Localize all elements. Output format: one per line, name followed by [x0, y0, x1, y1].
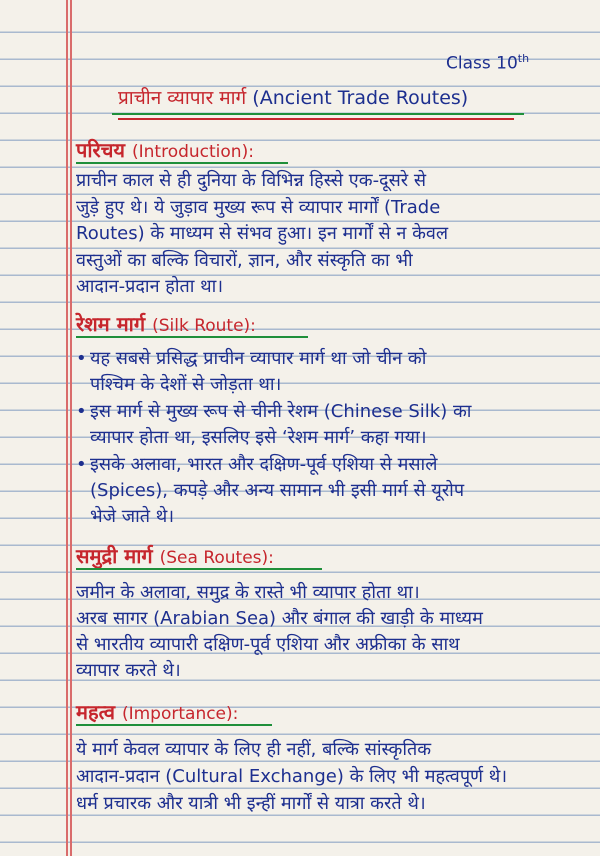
importance-heading: महत्व (Importance):	[76, 700, 239, 724]
title-hindi: प्राचीन व्यापार मार्ग	[118, 87, 247, 109]
sea-line: व्यापार करते थे।	[76, 660, 181, 681]
sea-line: जमीन के अलावा, समुद्र के रास्ते भी व्यापार होता था।	[76, 582, 420, 603]
importance-line: ये मार्ग केवल व्यापार के लिए ही नहीं, बल्कि सांस्कृतिक	[76, 739, 432, 760]
importance-line: आदान-प्रदान (Cultural Exchange) के लिए भी महत्वपूर्ण थे।	[76, 766, 508, 787]
heading-underline	[76, 162, 288, 164]
intro-line: जुड़े हुए थे। ये जुड़ाव मुख्य रूप से व्यापार मार्गों (Trade	[76, 197, 441, 218]
sea-line: से भारतीय व्यापारी दक्षिण-पूर्व एशिया और अफ्रीका के साथ	[76, 634, 460, 655]
silk-line: व्यापार होता था, इसलिए इसे ‘रेशम मार्ग’ कहा गया।	[90, 427, 427, 448]
silk-line: पश्चिम के देशों से जोड़ता था।	[90, 374, 282, 395]
page-title	[118, 84, 468, 110]
intro-line: Routes) के माध्यम से संभव हुआ। इन मार्गों से न केवल	[76, 223, 449, 244]
silk-line: • इस मार्ग से मुख्य रूप से चीनी रेशम (Chinese Silk) का	[76, 401, 472, 422]
heading-underline	[76, 724, 272, 726]
importance-line: धर्म प्रचारक और यात्री भी इन्हीं मार्गों से यात्रा करते थे।	[76, 793, 426, 814]
silk-heading: रेशम मार्ग (Silk Route):	[76, 312, 256, 336]
silk-line: • इसके अलावा, भारत और दक्षिण-पूर्व एशिया से मसाले	[76, 454, 438, 475]
class-label: Class 10th	[446, 52, 530, 74]
title-underline	[118, 118, 514, 120]
margin-line	[66, 0, 68, 856]
intro-line: आदान-प्रदान होता था।	[76, 276, 224, 297]
silk-line: (Spices), कपड़े और अन्य सामान भी इसी मार्ग से यूरोप	[90, 480, 465, 501]
title-underline	[112, 113, 524, 115]
intro-line: प्राचीन काल से ही दुनिया के विभिन्न हिस्से एक-दूसरे से	[76, 170, 427, 191]
sea-heading: समुद्री मार्ग (Sea Routes):	[76, 544, 274, 568]
intro-line: वस्तुओं का बल्कि विचारों, ज्ञान, और संस्कृति का भी	[76, 250, 413, 271]
title-english: (Ancient Trade Routes)	[252, 87, 469, 109]
silk-line: भेजे जाते थे।	[90, 506, 175, 527]
margin-line	[70, 0, 72, 856]
sea-line: अरब सागर (Arabian Sea) और बंगाल की खाड़ी के माध्यम	[76, 608, 483, 629]
heading-underline	[76, 568, 322, 570]
heading-underline	[76, 336, 308, 338]
silk-line: • यह सबसे प्रसिद्ध प्राचीन व्यापार मार्ग था जो चीन को	[76, 348, 427, 369]
intro-heading: परिचय (Introduction):	[76, 138, 254, 162]
